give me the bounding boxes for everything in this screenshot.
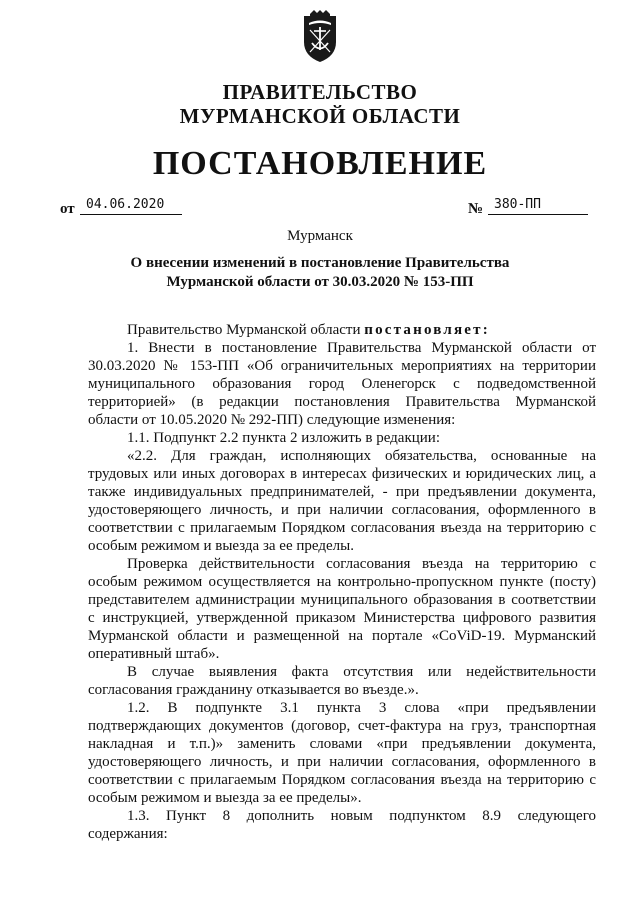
body-line: оперативный штаб». xyxy=(88,646,220,662)
body-line: территорией» (в редакции постановления Правительства Мурманской xyxy=(88,394,596,410)
body-line: 1.1. Подпункт 2.2 пункта 2 изложить в редакции: xyxy=(127,430,440,446)
body-line: 1.3. Пункт 8 дополнить новым подпунктом 8.9 следующего xyxy=(127,808,596,824)
body-line: 1.2. В подпункте 3.1 пункта 3 слова «при предъявлении xyxy=(127,700,596,716)
number-label: № xyxy=(468,201,484,217)
body-line: трудовых или иных договорах в интересах физических и юридических лиц, а xyxy=(88,466,596,482)
body-line: соответствии с прилагаемым Порядком согласования въезда на территорию с xyxy=(88,772,596,788)
government-title-line1: ПРАВИТЕЛЬСТВО xyxy=(222,80,418,104)
body-line: особым режимом и выезда за ее пределы. xyxy=(88,538,354,554)
body-line: соответствии с прилагаемым Порядком согласования въезда на территорию с xyxy=(88,520,596,536)
body-line: удостоверяющего личность, и при наличии согласования, оформленного в xyxy=(88,502,596,518)
body-line: представителем администрации муниципального образования в соответствии xyxy=(88,592,596,608)
date-label: от xyxy=(60,201,75,217)
body-line: подтверждающих документов (договор, счет-фактура на груз, транспортная xyxy=(88,718,596,734)
subject-line-1: О внесении изменений в постановление Правительства xyxy=(130,255,510,271)
body-line: удостоверяющего личность, и при наличии согласования, оформленного в xyxy=(88,754,596,770)
body-line: «2.2. Для граждан, исполняющих обязательства, основанные на xyxy=(127,448,596,464)
preamble-text: Правительство Мурманской области xyxy=(127,322,365,338)
coat-of-arms-icon xyxy=(300,10,340,64)
body-line: согласования гражданину отказывается во въезде.». xyxy=(88,682,419,698)
body-line: Проверка действительности согласования въезда на территорию с xyxy=(127,556,596,572)
city-name: Мурманск xyxy=(287,228,353,244)
body-line: с инструкцией, утвержденной приказом Министерства цифрового развития xyxy=(88,610,596,626)
government-title-line2: МУРМАНСКОЙ ОБЛАСТИ xyxy=(179,104,461,128)
body-line: Мурманской области и размещенной на портале «CoViD-19. Мурманский xyxy=(88,628,596,644)
body-line: области от 10.05.2020 № 292-ПП) следующие изменения: xyxy=(88,412,456,428)
number-value: 380-ПП xyxy=(488,196,588,215)
body-line: также индивидуальных предпринимателей, - при предъявлении документа, xyxy=(88,484,596,500)
body-line: особым режимом осуществляется на контрольно-пропускном пункте (посту) xyxy=(88,574,596,590)
body-line xyxy=(127,321,490,339)
document-type-title: ПОСТАНОВЛЕНИЕ xyxy=(152,145,488,182)
subject-line-2: Мурманской области от 30.03.2020 № 153-ПП xyxy=(166,274,474,290)
body-line: муниципального образования город Оленегорск с подведомственной xyxy=(88,376,596,392)
body-line: 1. Внести в постановление Правительства Мурманской области от xyxy=(127,340,596,356)
body-line: 30.03.2020 № 153-ПП «Об ограничительных мероприятиях на территории xyxy=(88,358,596,374)
body-line: В случае выявления факта отсутствия или недействительности xyxy=(127,664,596,680)
date-value: 04.06.2020 xyxy=(80,196,182,215)
decree-verb: постановляет: xyxy=(364,322,490,338)
body-line: накладная и т.п.)» заменить словами «при предъявлении документа, xyxy=(88,736,596,752)
body-line: особым режимом и выезда за ее пределы». xyxy=(88,790,362,806)
body-line: содержания: xyxy=(88,826,168,842)
